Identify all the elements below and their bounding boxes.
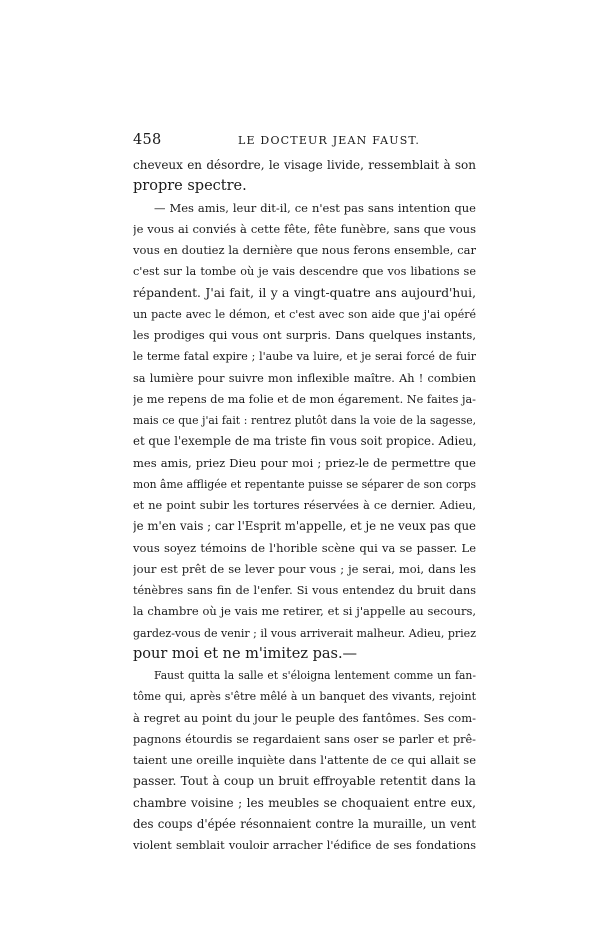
text-line: c'est sur la tombe où je vais descendre que vos libations se — [133, 265, 476, 279]
text-line: des coups d'épée résonnaient contre la muraille, un vent — [133, 816, 476, 831]
text-line: tôme qui, après s'être mêlé à un banquet des vivants, rejoint — [133, 690, 476, 704]
text-line: jour est prêt de se lever pour vous ; je serai, moi, dans les — [133, 561, 476, 576]
text-line: pour moi et ne m'imitez pas.— — [133, 645, 358, 662]
page-number: 458 — [133, 132, 162, 148]
text-line: et que l'exemple de ma triste fin vous soit propice. Adieu, — [133, 434, 476, 449]
text-line: passer. Tout à coup un bruit effroyable retentit dans la — [133, 774, 476, 789]
text-line: le terme fatal expire ; l'aube va luire, et je serai forcé de fuir — [133, 350, 476, 364]
text-line: sa lumière pour suivre mon inflexible maître. Ah ! combien — [133, 371, 476, 385]
text-line: vous en doutiez la dernière que nous ferons ensemble, car — [133, 243, 476, 257]
text-line: ténèbres sans fin de l'enfer. Si vous entendez du bruit dans — [133, 584, 476, 597]
text-line: mon âme affligée et repentante puisse se séparer de son corps — [133, 477, 476, 491]
text-line: Faust quitta la salle et s'éloigna lentement comme un fan- — [154, 669, 476, 682]
text-line: chambre voisine ; les meubles se choquaient entre eux, — [133, 795, 476, 810]
text-line: à regret au point du jour le peuple des fantômes. Ses com- — [133, 710, 476, 725]
text-line: je m'en vais ; car l'Esprit m'appelle, et je ne veux pas que — [133, 519, 476, 534]
text-line: un pacte avec le démon, et c'est avec son aide que j'ai opéré — [133, 307, 476, 321]
text-line: la chambre où je vais me retirer, et si j'appelle au secours, — [133, 604, 476, 619]
text-line: — Mes amis, leur dit-il, ce n'est pas sans intention que — [154, 200, 476, 215]
text-line: je vous ai conviés à cette fête, fête funèbre, sans que vous — [133, 221, 476, 236]
text-line: pagnons étourdis se regardaient sans oser se parler et prê- — [133, 732, 476, 746]
text-line: gardez-vous de venir ; il vous arriverait malheur. Adieu, priez — [133, 626, 476, 640]
text-line: répandent. J'ai fait, il y a vingt-quatre ans aujourd'hui, — [133, 285, 476, 300]
text-line: violent semblait vouloir arracher l'édifice de ses fondations — [133, 839, 476, 852]
text-line: mais ce que j'ai fait : rentrez plutôt dans la voie de la sagesse, — [133, 414, 476, 427]
text-line: cheveux en désordre, le visage livide, ressemblait à son — [133, 158, 476, 172]
text-line: les prodiges qui vous ont surpris. Dans quelques instants, — [133, 328, 476, 342]
text-line: je me repens de ma folie et de mon égarement. Ne faites ja- — [133, 392, 476, 406]
text-line: et ne point subir les tortures réservées à ce dernier. Adieu, — [133, 499, 476, 512]
page-header — [133, 132, 476, 152]
text-line: mes amis, priez Dieu pour moi ; priez-le de permettre que — [133, 455, 476, 470]
text-line: propre spectre. — [133, 178, 247, 195]
text-line: taient une oreille inquiète dans l'attente de ce qui allait se — [133, 753, 476, 767]
running-title: LE DOCTEUR JEAN FAUST. — [238, 134, 421, 147]
text-line: vous soyez témoins de l'horible scène qui va se passer. Le — [133, 540, 476, 555]
body-text — [133, 155, 476, 856]
